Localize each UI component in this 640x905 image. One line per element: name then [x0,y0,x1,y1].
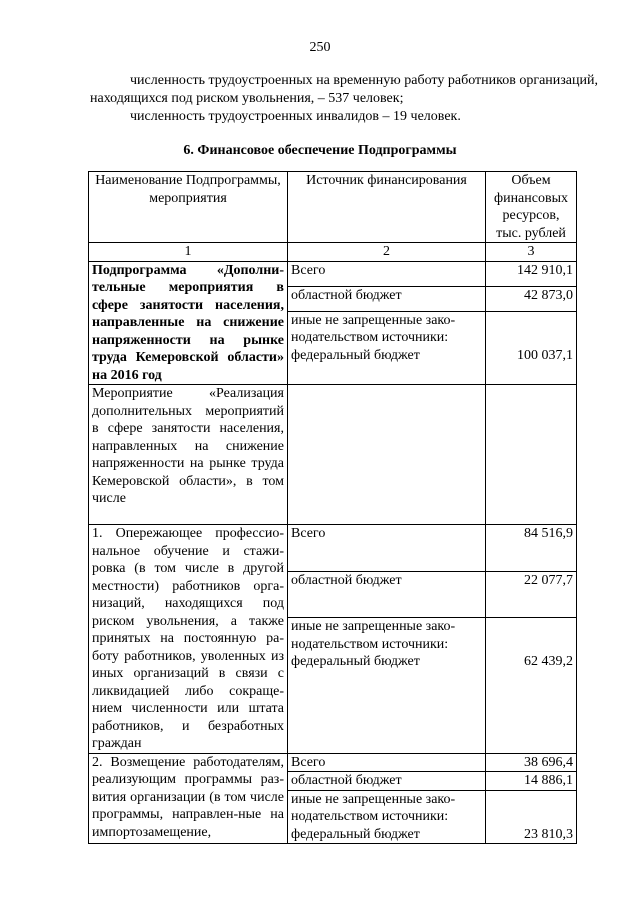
header-source: Источник финансирования [288,172,486,243]
value-total: 84 516,9 [486,525,577,572]
table-row [89,385,577,525]
source-federal: федеральный бюджет [291,654,420,670]
source-other-line-2: нодательством источники: [291,636,449,652]
intro-line-disabled-workers: численность трудоустроенных инвалидов – 19 человек. [130,109,461,124]
value-federal-cell [486,618,577,753]
source-regional: областной бюджет [288,772,486,791]
table-column-numbers-row [89,243,577,262]
value-federal: 100 037,1 [517,347,573,363]
intro-text [90,72,598,126]
source-total: Всего [288,525,486,572]
item-2-name: 2. Возмещение работодателям, реализующим программы раз-вития организации (в том числе программы, направлен-ные на импортозамещение, [89,753,288,844]
page-number: 250 [309,40,331,55]
column-number-3: 3 [486,243,577,262]
source-total: Всего [288,261,486,286]
value-regional: 22 077,7 [486,571,577,618]
column-number-2: 2 [288,243,486,262]
table-header-row [89,172,577,243]
header-volume: Объем финансовых ресурсов, тыс. рублей [486,172,577,243]
source-total: Всего [288,753,486,772]
source-other-line-1: иные не запрещенные зако- [291,619,456,635]
source-other-line-2: нодательством источники: [291,809,449,824]
subprogram-name: Подпрограмма «Дополни-тельные мероприятия в сфере занятости населения, направленные на снижение напряженности на рынке труда Кемеровской области» на 2016 год [89,261,288,385]
value-regional: 42 873,0 [486,286,577,311]
column-number-1: 1 [89,243,288,262]
item-1-name: 1. Опережающее профессио-нальное обучение и стажи-ровка (в том числе в другой местности) работников орга-низаций, находящихся под риском увольнения, а также принятых на постоянную ра-боту работников, уволенных из иных организаций в связи с ликвидацией либо сокраще-нием численности или штата работников, и безработных граждан [89,525,288,754]
source-other-line-1: иные не запрещенные зако- [291,312,456,328]
financing-table [88,171,577,844]
value-federal: 62 439,2 [524,654,573,670]
table-row [89,525,577,572]
value-total: 38 696,4 [486,753,577,772]
table-row [89,261,577,286]
value-federal: 23 810,3 [524,826,573,842]
source-other [288,790,486,844]
value-federal-cell [486,790,577,844]
source-other [288,311,486,384]
table-row [89,753,577,772]
source-other [288,618,486,753]
intro-line-temporary-workers: численность трудоустроенных на временную работу работников организаций, находящихся под риском увольнения, – 537 человек; [90,73,598,106]
source-regional: областной бюджет [288,571,486,618]
value-total: 142 910,1 [486,261,577,286]
source-federal: федеральный бюджет [291,347,420,363]
source-other-line-2: нодательством источники: [291,330,449,346]
source-other-line-1: иные не запрещенные зако- [291,791,456,807]
measure-value-empty [486,385,577,525]
source-regional: областной бюджет [288,286,486,311]
source-federal: федеральный бюджет [291,826,420,842]
measure-name: Мероприятие «Реализация дополнительных мероприятий в сфере занятости населения, направленных на снижение напряженности на рынке труда Кемеровской области», в том числе [89,385,288,525]
section-title: 6. Финансовое обеспечение Подпрограммы [183,143,457,158]
measure-source-empty [288,385,486,525]
value-regional: 14 886,1 [486,772,577,791]
header-name: Наименование Подпрограммы, мероприятия [89,172,288,243]
value-federal-cell [486,311,577,384]
